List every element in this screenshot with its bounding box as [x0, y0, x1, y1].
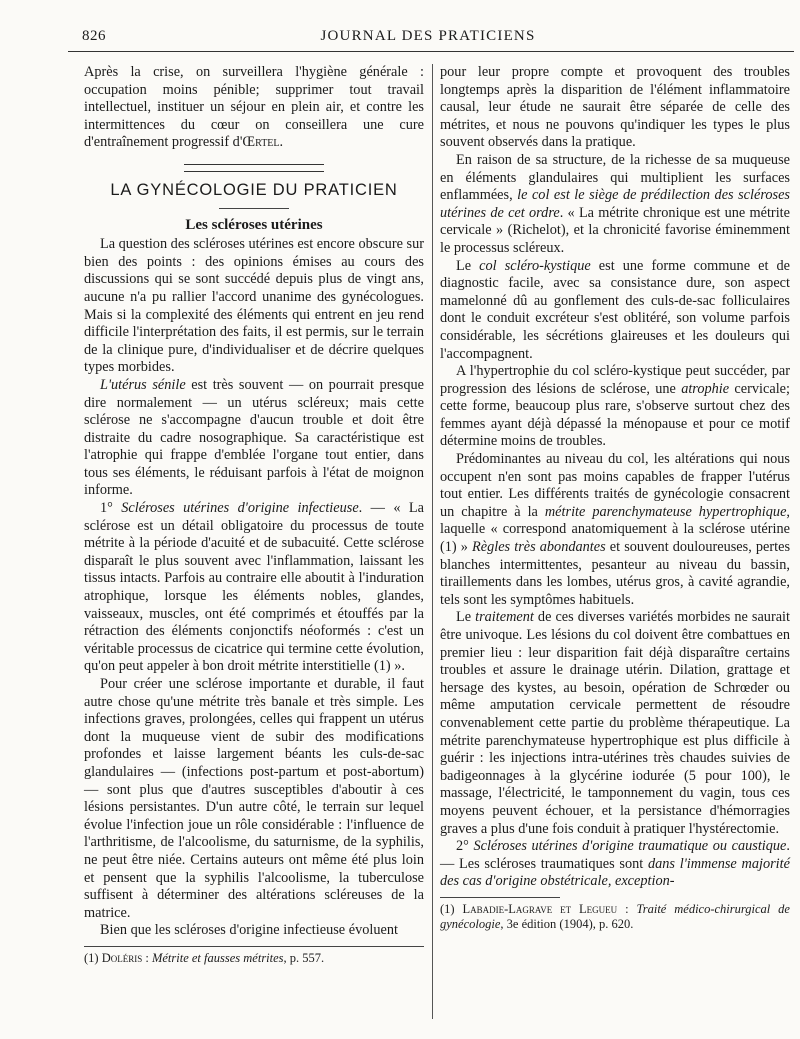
- paragraph-bien-que: Bien que les scléroses d'origine infectieuse évoluent: [100, 922, 398, 939]
- paragraph-question: La question des scléroses utérines est encore obscure sur bien des points : des opinions émises au cours des discussions qui se sont succédé depuis plus de vingt ans, aucune n'a pu rallier l'accord unanime des gynécologues. Mais si la complexité des éléments qui entrent en jeu rend difficile l'interprétation des faits, il est permis, sur le terrain de la clinique pure, d'individualiser et de décrire quelques types morbides.: [84, 236, 424, 376]
- text: A l'hypertrophie du col scléro-kystique peut succéder, par progression des lésions de sclérose, une: [440, 363, 790, 397]
- paragraph-uterus-senile: [84, 377, 424, 500]
- footnote-number: (1): [440, 901, 463, 916]
- term-col-sclero-kystique: col scléro-kystique: [479, 257, 591, 274]
- right-column: [440, 64, 790, 932]
- paragraph-hypertrophie: [440, 363, 790, 451]
- paragraph-col-sclero-kystique: [440, 258, 790, 364]
- footnote-separator: :: [142, 950, 152, 965]
- author-oertel: Œrtel: [242, 134, 280, 151]
- paragraph-origine-infectieuse: [84, 500, 424, 676]
- text: Après la crise, on surveillera l'hygiène générale : occupation moins pénible; supprimer tout travail intellectuel, instituer un séjour en plein air, et contre les intermittences du cœur on conseillera une cure d'entraînement progressif d': [84, 64, 424, 151]
- title-rule: [219, 208, 289, 209]
- text: . — « La sclérose est un détail obligatoire du processus de toute métrite à la période d'acuité et de subacuité. Cette sclérose disparaît le plus souvent avec l'inflammation, laissant les tissus intacts. Parfois au contraire elle aboutit à l'induration atrophique, lorsque les éléments nobles, glandes, vaisseaux, muscles, ont été comprimés et étouffés par la rétraction des éléments conjonctifs néoformés : c'est un véritable processus de cicatrice qui termine cette évolution, qu'on peut appeler à bon droit métrite interstitielle (1) ».: [84, 500, 424, 675]
- footnote-title: Métrite et fausses métrites: [151, 950, 284, 965]
- footnote-authors: Labadie-Lagrave et Legueu: [462, 901, 618, 916]
- subsection-heading-traumatique: Scléroses utérines d'origine traumatique ou caustique: [473, 838, 787, 855]
- text: , laquelle « correspond anatomiquement à la sclérose utérine (1) »: [440, 503, 790, 556]
- term-atrophie: atrophie: [681, 380, 730, 397]
- section-title: LA GYNÉCOLOGIE DU PRATICIEN: [110, 180, 398, 199]
- subsection-heading-infectieuse: Scléroses utérines d'origine infectieuse: [121, 500, 359, 517]
- section-number: 2°: [456, 838, 474, 855]
- footnote-page: , p. 557.: [283, 950, 325, 965]
- text: En raison de sa structure, de la richesse de sa muqueuse en éléments glandulaires qui multiplient les surfaces enflammées,: [440, 151, 790, 204]
- text: Le: [456, 257, 480, 274]
- text: cervicale; cette forme, beaucoup plus rare, s'observe surtout chez des femmes ayant déjà dépassé la ménopause et pour ce motif détermine moins de troubles.: [440, 380, 790, 450]
- text: Prédominantes au niveau du col, les altérations qui nous occupent n'en sont pas moins capables de frapper l'utérus tout entier. Les différents traités de gynécologie consacrent un chapitre à la: [440, 451, 790, 520]
- footnote-author: Doléris: [101, 950, 143, 965]
- running-title: JOURNAL DES PRATICIENS: [320, 28, 536, 44]
- footnote-left: [84, 951, 424, 966]
- page-number: 826: [82, 28, 106, 44]
- paragraph-traitement: [440, 609, 790, 838]
- term-uterus-senile: L'utérus sénile: [100, 376, 186, 393]
- section-ornament: [184, 164, 324, 172]
- paragraph-predominantes: [440, 451, 790, 609]
- text: de ces diverses variétés morbides ne saurait être univoque. Les lésions du col doivent être combattues en premier lieu : leur disparition fait déjà disparaître certains troubles et assure le drainage utérin. Dilation, grattage et hersage des kystes, au besoin, opération de Schrœder ou même amputation cervicale permettent de résoudre convenablement cette partie du problème thérapeutique. La métrite parenchymateuse hypertrophique est plus difficile à guérir : les injections intra-utérines très chaudes suivies de badigeonnages à la glycérine iodurée (5 pour 100), le massage, l'électricité, le tamponnement du vagin, tous ces moyens peuvent échouer, et la persistance d'hémorragies graves a plus d'une fois conduit à pratiquer l'hystérectomie.: [440, 609, 791, 837]
- paragraph-continuation: pour leur propre compte et provoquent des troubles longtemps après la disparition de l'élément inflammatoire causal, leur étude ne saurait être séparée de celle des métrites, et nous ne pouvons qu'indiquer les types le plus souvent observés dans la pratique.: [440, 64, 790, 151]
- text: est très souvent — on pourrait presque dire normalement — un utérus scléreux; mais cette sclérose ne s'accompagne d'aucun trouble et doit être distraite du cadre nosographique. Sa caractéristique est l'atrophie qui frappe d'emblée l'organe tout entier, dans tous ses éléments, le réduisant parfois à l'état de moignon informe.: [84, 376, 424, 499]
- emphasis: le col est le siège de prédilection des scléroses utérines de cet ordre: [440, 187, 790, 221]
- emphasis: dans l'immense majorité des cas d'origine obstétricale, exception-: [440, 855, 790, 890]
- footnote-title: Traité médico-chirurgical de gynécologie: [440, 901, 790, 931]
- term-traitement: traitement: [475, 609, 534, 626]
- footnote-right: [440, 902, 790, 932]
- text: est une forme commune et de diagnostic facile, avec sa consistance dure, son aspect mamelonné dû au gonflement des culs-de-sac folliculaires dont le conduit excréteur s'est oblitéré, son volume parfois considérable, les sécrétions glaireuses et les douleurs qui l'accompagnent.: [440, 257, 791, 362]
- text: . « La métrite chronique est une métrite cervicale » (Richelot), et la chronicité favorise éminemment le processus scléreux.: [440, 204, 790, 256]
- paragraph-crise: Après la crise, on surveillera l'hygiène générale : occupation moins pénible; supprimer tout travail intellectuel, instituer un séjour en plein air, et contre les intermittences du cœur on conseillera une cure d'entraînement progressif d'Œrtel.: [84, 64, 424, 151]
- paragraph-creer-sclerose: Pour créer une sclérose importante et durable, il faut autre chose qu'une métrite très banale et très simple. Les infections graves, prolongées, celles qui frappent un utérus dont la muqueuse vient de subir des modifications profondes et laisse largement béants les culs-de-sac glandulaires — (infections post-partum et post-abortum) — sont plus que d'autres susceptibles d'aboutir à ces lésions persistantes. D'un autre côté, le terrain sur lequel évolue l'infection joue un rôle considérable : l'influence de l'arthritisme, de l'alcoolisme, du saturnisme, de la syphilis, ne peut être niée. Certains auteurs ont même été plus loin et pensent que la syphilis l'alcoolisme, la tuberculose suffisent à déterminer des altérations scléreuses de la matrice.: [84, 676, 424, 921]
- footnote-separator: :: [617, 901, 637, 916]
- header-rule: [68, 51, 794, 52]
- page-header: [68, 28, 788, 50]
- footnote-rule: [84, 946, 424, 947]
- article-title: Les scléroses utérines: [185, 216, 323, 233]
- section-number: 1°: [100, 500, 122, 517]
- text: Le: [456, 609, 476, 626]
- term-regles-abondantes: Règles très abondantes: [472, 539, 606, 556]
- column-divider: [432, 64, 433, 1019]
- footnote-number: (1): [84, 950, 102, 965]
- text: . — Les scléroses traumatiques sont: [440, 838, 790, 872]
- footnote-edition: , 3e édition (1904), p. 620.: [500, 916, 634, 931]
- left-column: [84, 64, 424, 966]
- term-metrite-parenchymateuse: métrite parenchymateuse hypertrophique: [544, 503, 787, 520]
- paragraph-origine-traumatique: [440, 838, 790, 891]
- text: et souvent douloureuses, pertes blanches intermittentes, pesanteur au niveau du bassin, tiraillements dans les lombes, utérus gros, à cavité agrandie, tels sont les symptômes habituels.: [440, 539, 791, 608]
- footnote-rule: [440, 897, 560, 898]
- paragraph-structure: [440, 152, 790, 258]
